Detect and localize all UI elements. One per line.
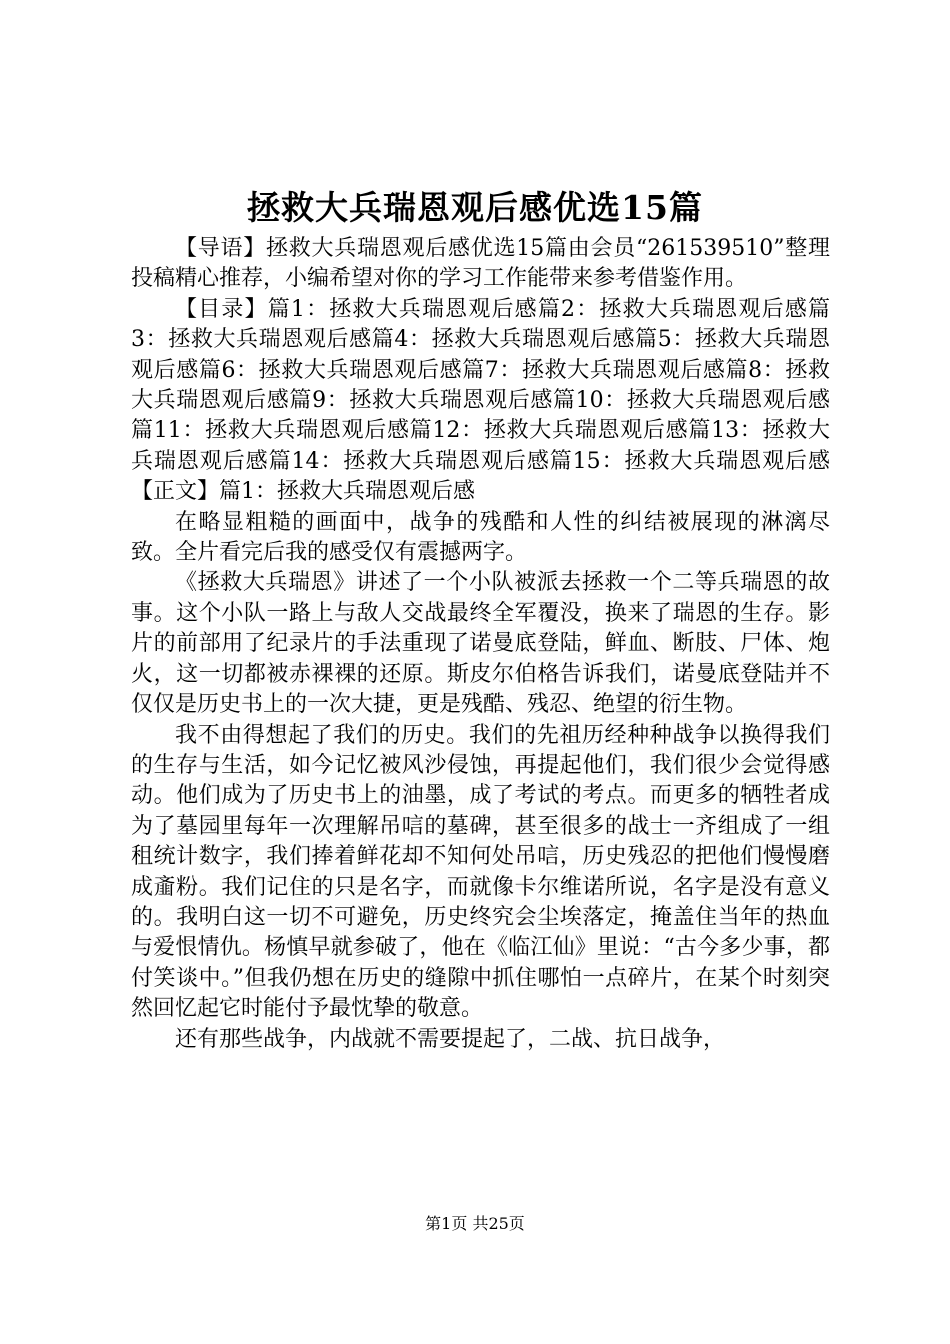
paragraph-body-4: 还有那些战争，内战就不需要提起了，二战、抗日战争， — [175, 1026, 726, 1052]
paragraph-intro: 【导语】拯救大兵瑞恩观后感优选15篇由会员“261539510”整理投稿精心推荐，小编希望对你的学习工作能带来参考借鉴作用。 — [131, 236, 830, 292]
paragraph-body-2: 《拯救大兵瑞恩》讲述了一个小队被派去拯救一个二等兵瑞恩的故事。这个小队一路上与敌人交战最终全军覆没，换来了瑞恩的生存。影片的前部用了纪录片的手法重现了诺曼底登陆，鲜血、断肢、尸体、炮火，这一切都被赤裸裸的还原。斯皮尔伯格告诉我们，诺曼底登陆并不仅仅是历史书上的一次大捷，更是残酷、残忍、绝望的衍生物。 — [131, 570, 830, 718]
document-title: 拯救大兵瑞恩观后感优选15篇 — [247, 188, 703, 227]
document-body — [131, 234, 830, 1055]
paragraph-body-1: 在略显粗糙的画面中，战争的残酷和人性的纠结被展现的淋漓尽致。全片看完后我的感受仅有震撼两字。 — [131, 509, 830, 566]
paragraph-contents: 【目录】篇1：拯救大兵瑞恩观后感篇2：拯救大兵瑞恩观后感篇3：拯救大兵瑞恩观后感篇4：拯救大兵瑞恩观后感篇5：拯救大兵瑞恩观后感篇6：拯救大兵瑞恩观后感篇7：拯救大兵瑞恩观后感篇8：拯救大兵瑞恩观后感篇9：拯救大兵瑞恩观后感篇10：拯救大兵瑞恩观后感篇11：拯救大兵瑞恩观后感篇12：拯救大兵瑞恩观后感篇13：拯救大兵瑞恩观后感篇14：拯救大兵瑞恩观后感篇15：拯救大兵瑞恩观后感【正文】篇1：拯救大兵瑞恩观后感 — [131, 296, 830, 505]
page-footer: 第1页 共25页 — [425, 1214, 525, 1233]
paragraph-body-3: 我不由得想起了我们的历史。我们的先祖历经种种战争以换得我们的生存与生活，如今记忆被风沙侵蚀，再提起他们，我们很少会觉得感动。他们成为了历史书上的油墨，成了考试的考点。而更多的牺牲者成为了墓园里每年一次理解吊唁的墓碑，甚至很多的战士一齐组成了一组租统计数字，我们捧着鲜花却不知何处吊唁，历史残忍的把他们慢慢磨成齑粉。我们记住的只是名字，而就像卡尔维诺所说，名字是没有意义的。我明白这一切不可避免，历史终究会尘埃落定，掩盖住当年的热血与爱恨情仇。杨慎早就参破了，他在《临江仙》里说：“古今多少事，都付笑谈中。”但我仍想在历史的缝隙中抓住哪怕一点碎片，在某个时刻突然回忆起它时能付予最忱挚的敬意。 — [131, 722, 830, 1022]
